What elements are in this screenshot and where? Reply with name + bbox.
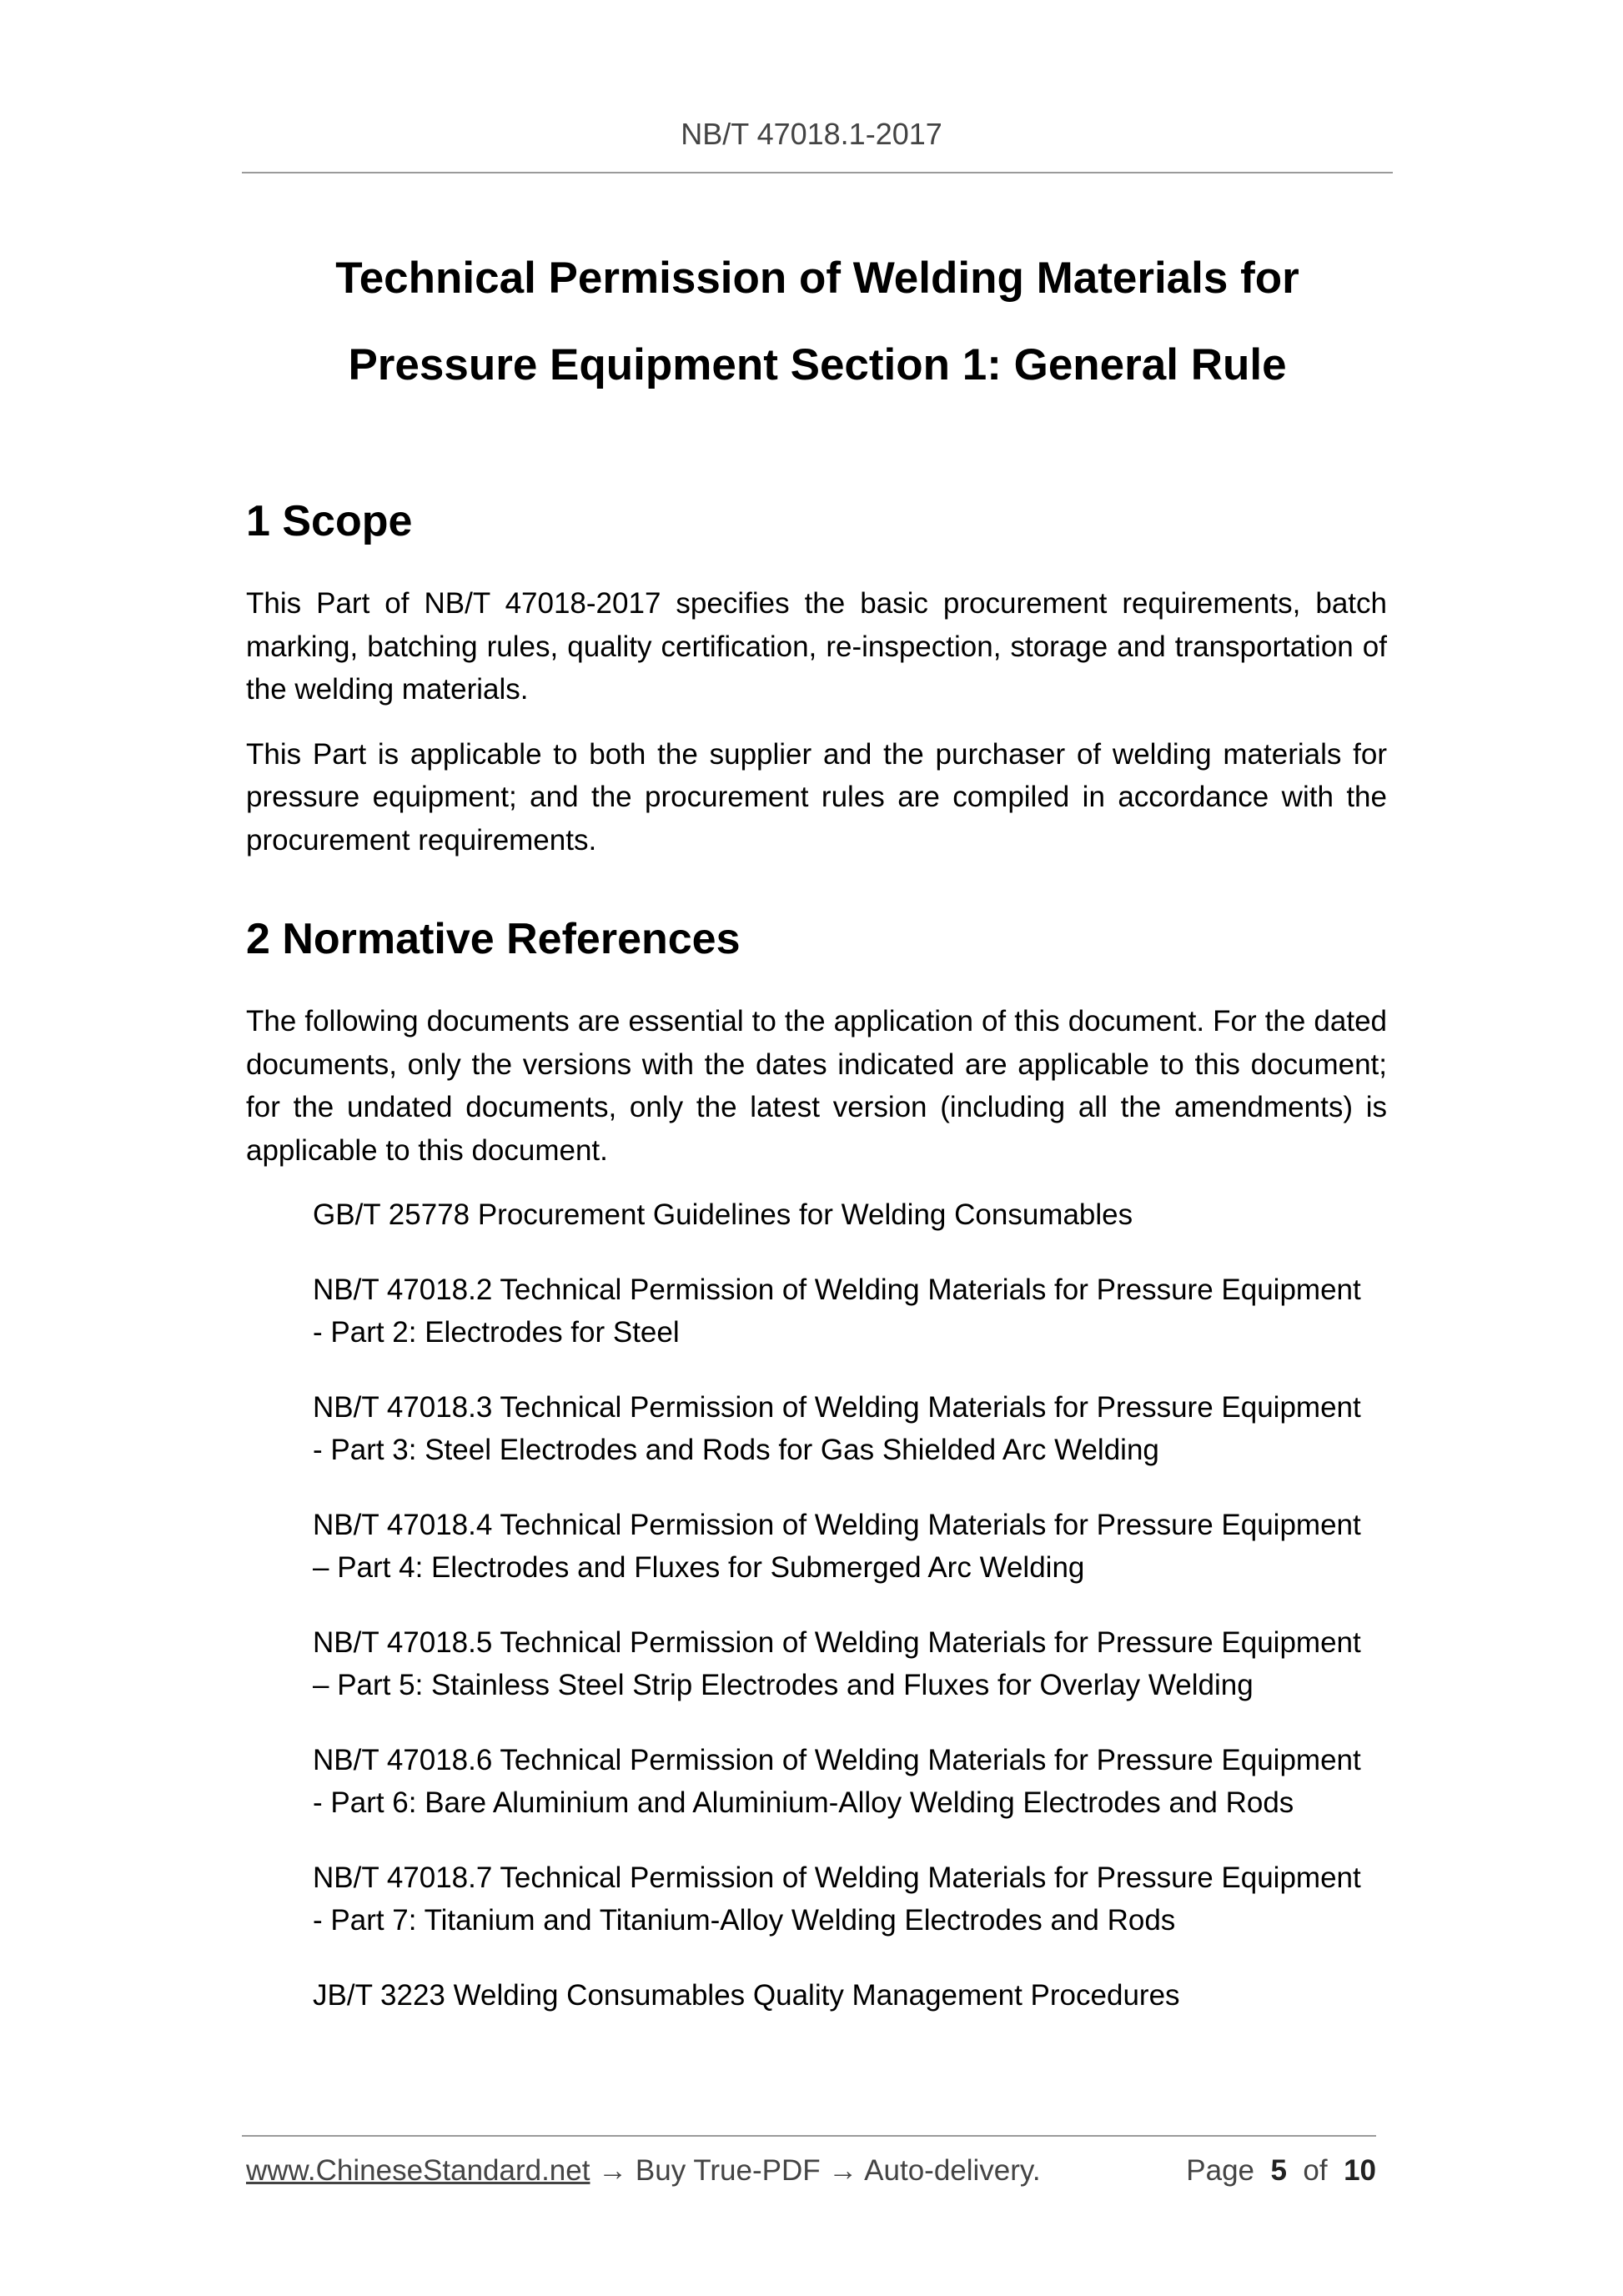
reference-item (313, 1193, 1387, 1237)
reference-item (313, 1974, 1387, 2017)
reference-part: – Part 5: Stainless Steel Strip Electrodes and Fluxes for Overlay Welding (313, 1669, 1254, 1701)
page-current: 5 (1270, 2154, 1287, 2187)
page-label: Page (1186, 2154, 1255, 2187)
reference-item (313, 1856, 1387, 1942)
reference-title: NB/T 47018.4 Technical Permission of Welding Materials for Pressure Equipment (313, 1508, 1361, 1541)
footer-promo (246, 2154, 1041, 2188)
header-divider (242, 172, 1393, 173)
references-intro: The following documents are essential to the application of this document. For the dated documents, only the versions with the dates indicated are applicable to this document; for the undated documents, only the latest version (including all the amendments) is applicable to this document. (246, 1005, 1387, 1167)
reference-title: NB/T 47018.6 Technical Permission of Welding Materials for Pressure Equipment (313, 1743, 1361, 1776)
section-normative-references (246, 902, 1387, 2017)
website-link[interactable]: www.ChineseStandard.net (246, 2154, 590, 2187)
footer-divider (242, 2135, 1376, 2137)
reference-part: - Part 3: Steel Electrodes and Rods for Gas Shielded Arc Welding (313, 1434, 1159, 1466)
reference-title: JB/T 3223 Welding Consumables Quality Management Procedures (313, 1978, 1180, 2012)
reference-title: NB/T 47018.5 Technical Permission of Welding Materials for Pressure Equipment (313, 1625, 1361, 1659)
footer-tagline: → Buy True-PDF → Auto-delivery. (590, 2154, 1041, 2187)
reference-item (313, 1739, 1387, 1825)
reference-part: - Part 2: Electrodes for Steel (313, 1316, 680, 1349)
scope-paragraph-2: This Part is applicable to both the supplier and the purchaser of welding materials for pressure equipment; and the procurement rules are compiled in accordance with the procurement requirements. (246, 737, 1387, 857)
title-line-1: Technical Permission of Welding Materials for (335, 254, 1299, 303)
page-number (1186, 2154, 1376, 2188)
section-scope (246, 484, 1387, 862)
page-total: 10 (1344, 2154, 1376, 2187)
reference-part: - Part 7: Titanium and Titanium-Alloy Welding Electrodes and Rods (313, 1904, 1176, 1937)
page-of-label: of (1303, 2154, 1328, 2187)
reference-list (246, 1193, 1387, 2017)
reference-item (313, 1269, 1387, 1354)
scope-paragraph-1: This Part of NB/T 47018-2017 specifies the basic procurement requirements, batch marking, batching rules, quality certification, re-inspection, storage and transportation of the welding materials. (246, 587, 1387, 706)
reference-title: GB/T 25778 Procurement Guidelines for Welding Consumables (313, 1198, 1133, 1231)
document-body (246, 484, 1387, 2017)
reference-item (313, 1621, 1387, 1707)
reference-part: - Part 6: Bare Aluminium and Aluminium-Alloy Welding Electrodes and Rods (313, 1786, 1294, 1819)
section-heading-scope: 1 Scope (246, 497, 413, 545)
reference-title: NB/T 47018.7 Technical Permission of Welding Materials for Pressure Equipment (313, 1861, 1361, 1894)
reference-title: NB/T 47018.2 Technical Permission of Welding Materials for Pressure Equipment (313, 1273, 1361, 1306)
reference-item (313, 1386, 1387, 1472)
title-line-2: Pressure Equipment Section 1: General Rule (348, 340, 1287, 389)
reference-title: NB/T 47018.3 Technical Permission of Welding Materials for Pressure Equipment (313, 1390, 1361, 1424)
reference-item (313, 1504, 1387, 1590)
reference-part: – Part 4: Electrodes and Fluxes for Submerged Arc Welding (313, 1551, 1085, 1584)
section-heading-references: 2 Normative References (246, 915, 741, 963)
document-code: NB/T 47018.1-2017 (681, 117, 942, 151)
document-title (242, 235, 1393, 409)
